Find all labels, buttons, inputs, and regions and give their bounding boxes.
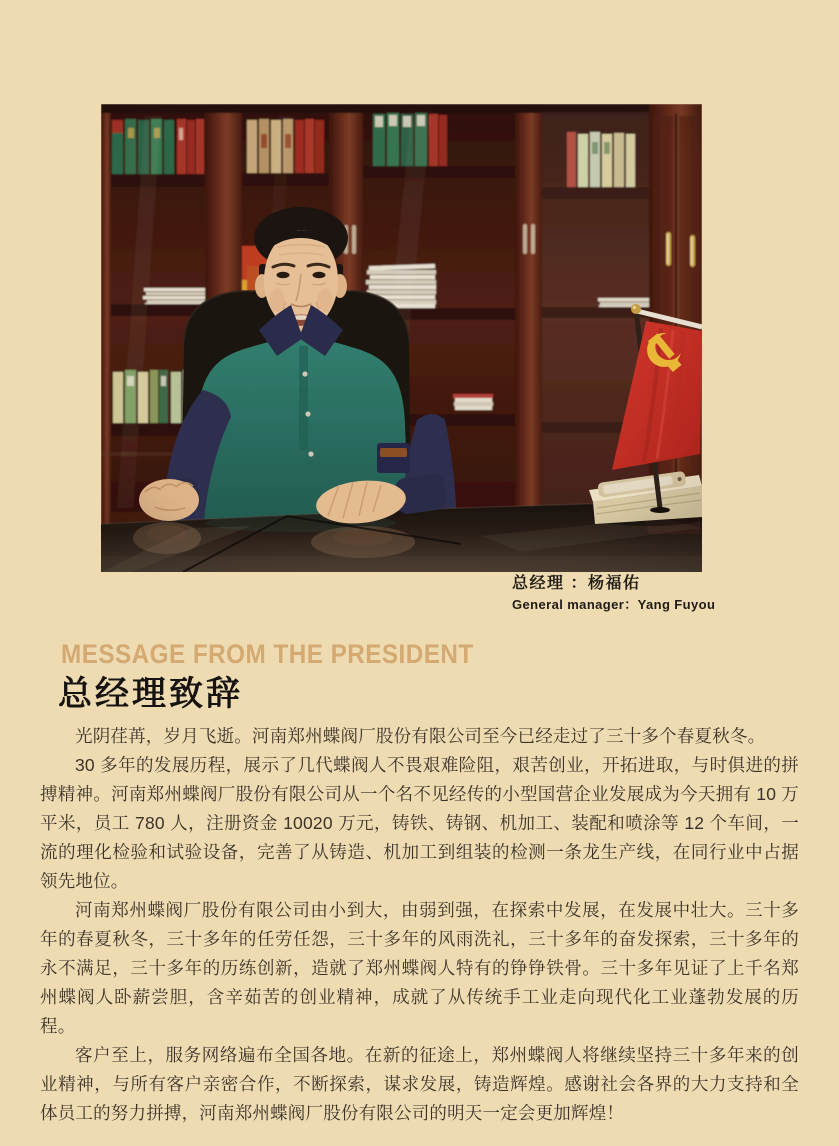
heading-english: MESSAGE FROM THE PRESIDENT — [61, 639, 474, 669]
office-photo-illustration — [101, 104, 702, 572]
caption-name-cn: 总经理 ：杨福佑 — [512, 575, 641, 592]
message-body — [40, 722, 799, 1128]
caption-name-en: General manager：Yang Fuyou — [512, 597, 716, 612]
photo-vignette — [101, 104, 702, 572]
page-title: 总经理致辞 — [58, 676, 243, 713]
body-paragraph-2: 30 多年的发展历程，展示了几代蝶阀人不畏艰难险阻，艰苦创业，开拓进取，与时俱进的拼搏精神。河南郑州蝶阀厂股份有限公司从一个名不见经传的小型国营企业发展成为今天拥有 10 万平米，员工 780 人，注册资金 10020 万元，铸铁、铸钢、机加工、装配和喷涂等 12 个车间，一流的理化检验和试验设备，完善了从铸造、机加工到组装的检测一条龙生产线，在同行业中占据领先地位。 — [40, 755, 799, 891]
body-paragraph-1: 光阴荏苒，岁月飞逝。河南郑州蝶阀厂股份有限公司至今已经走过了三十多个春夏秋冬。 — [75, 726, 766, 746]
body-paragraph-4: 客户至上，服务网络遍布全国各地。在新的征途上，郑州蝶阀人将继续坚持三十多年来的创业精神，与所有客户亲密合作，不断探索，谋求发展，铸造辉煌。感谢社会各界的大力支持和全体员工的努力拼搏，河南郑州蝶阀厂股份有限公司的明天一定会更加辉煌！ — [40, 1045, 799, 1123]
body-paragraph-3: 河南郑州蝶阀厂股份有限公司由小到大，由弱到强，在探索中发展，在发展中壮大。三十多年的春夏秋冬，三十多年的任劳任怨，三十多年的风雨洗礼，三十多年的奋发探索，三十多年的永不满足，三十多年的历练创新，造就了郑州蝶阀人特有的铮铮铁骨。三十多年见证了上千名郑州蝶阀人卧薪尝胆，含辛茹苦的创业精神，成就了从传统手工业走向现代化工业蓬勃发展的历程。 — [40, 900, 799, 1036]
photo-caption — [512, 574, 715, 613]
president-photo — [101, 104, 702, 572]
